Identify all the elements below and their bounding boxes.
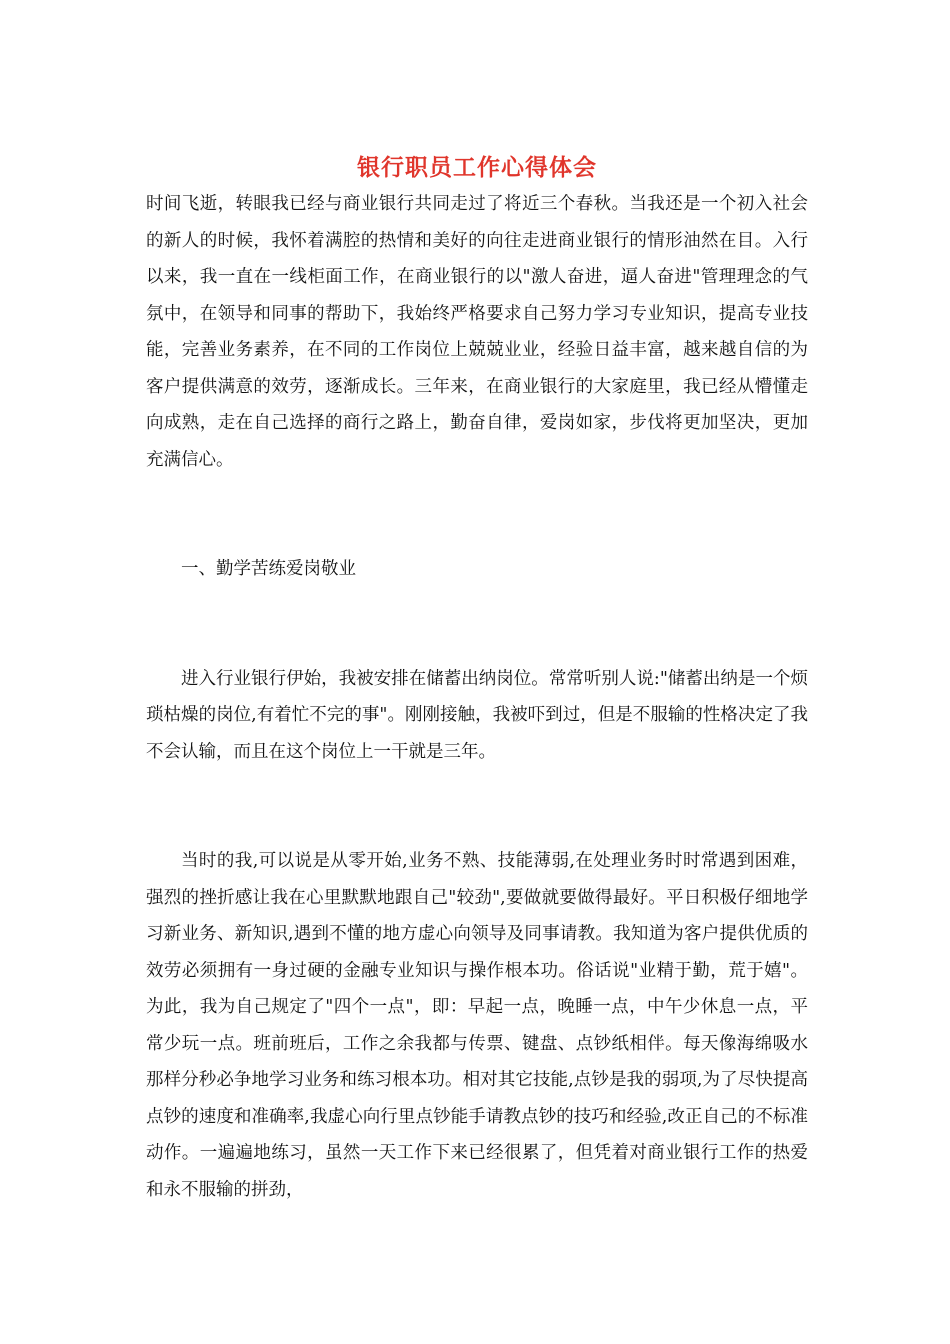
document-page — [146, 150, 808, 1208]
paragraph-spacer — [146, 770, 808, 843]
body-paragraph: 进入行业银行伊始，我被安排在储蓄出纳岗位。常常听别人说:"储蓄出纳是一个烦琐枯燥的岗位,有着忙不完的事"。刚刚接触，我被吓到过，但是不服输的性格决定了我不会认输，而且在这个岗位上一干就是三年。 — [146, 668, 808, 762]
document-title: 银行职员工作心得体会 — [357, 154, 597, 181]
intro-paragraph: 时间飞逝，转眼我已经与商业银行共同走过了将近三个春秋。当我还是一个初入社会的新人的时候，我怀着满腔的热情和美好的向往走进商业银行的情形油然在目。入行以来，我一直在一线柜面工作，在商业银行的以"激人奋进，逼人奋进"管理理念的气氛中，在领导和同事的帮助下，我始终严格要求自己努力学习专业知识，提高专业技能，完善业务素养，在不同的工作岗位上兢兢业业，经验日益丰富，越来越自信的为客户提供满意的效劳，逐渐成长。三年来，在商业银行的大家庭里，我已经从懵懂走向成熟，走在自己选择的商行之路上，勤奋自律，爱岗如家，步伐将更加坚决，更加充满信心。 — [146, 194, 808, 470]
paragraph-spacer — [146, 478, 808, 551]
body-paragraph: 当时的我,可以说是从零开始,业务不熟、技能薄弱,在处理业务时时常遇到困难，强烈的挫折感让我在心里默默地跟自己"较劲",要做就要做得最好。平日积极仔细地学习新业务、新知识,遇到不懂的地方虚心向领导及同事请教。我知道为客户提供优质的效劳必须拥有一身过硬的金融专业知识与操作根本功。俗话说"业精于勤，荒于嬉"。为此，我为自己规定了"四个一点"，即：早起一点，晚睡一点，中午少休息一点，平常少玩一点。班前班后，工作之余我都与传票、键盘、点钞纸相伴。每天像海绵吸水那样分秒必争地学习业务和练习根本功。相对其它技能,点钞是我的弱项,为了尽快提高点钞的速度和准确率,我虚心向行里点钞能手请教点钞的技巧和经验,改正自己的不标准动作。一遍遍地练习，虽然一天工作下来已经很累了，但凭着对商业银行工作的热爱和永不服输的拼劲， — [146, 851, 808, 1200]
section-heading: 一、勤学苦练爱岗敬业 — [181, 559, 356, 579]
paragraph-spacer — [146, 588, 808, 661]
